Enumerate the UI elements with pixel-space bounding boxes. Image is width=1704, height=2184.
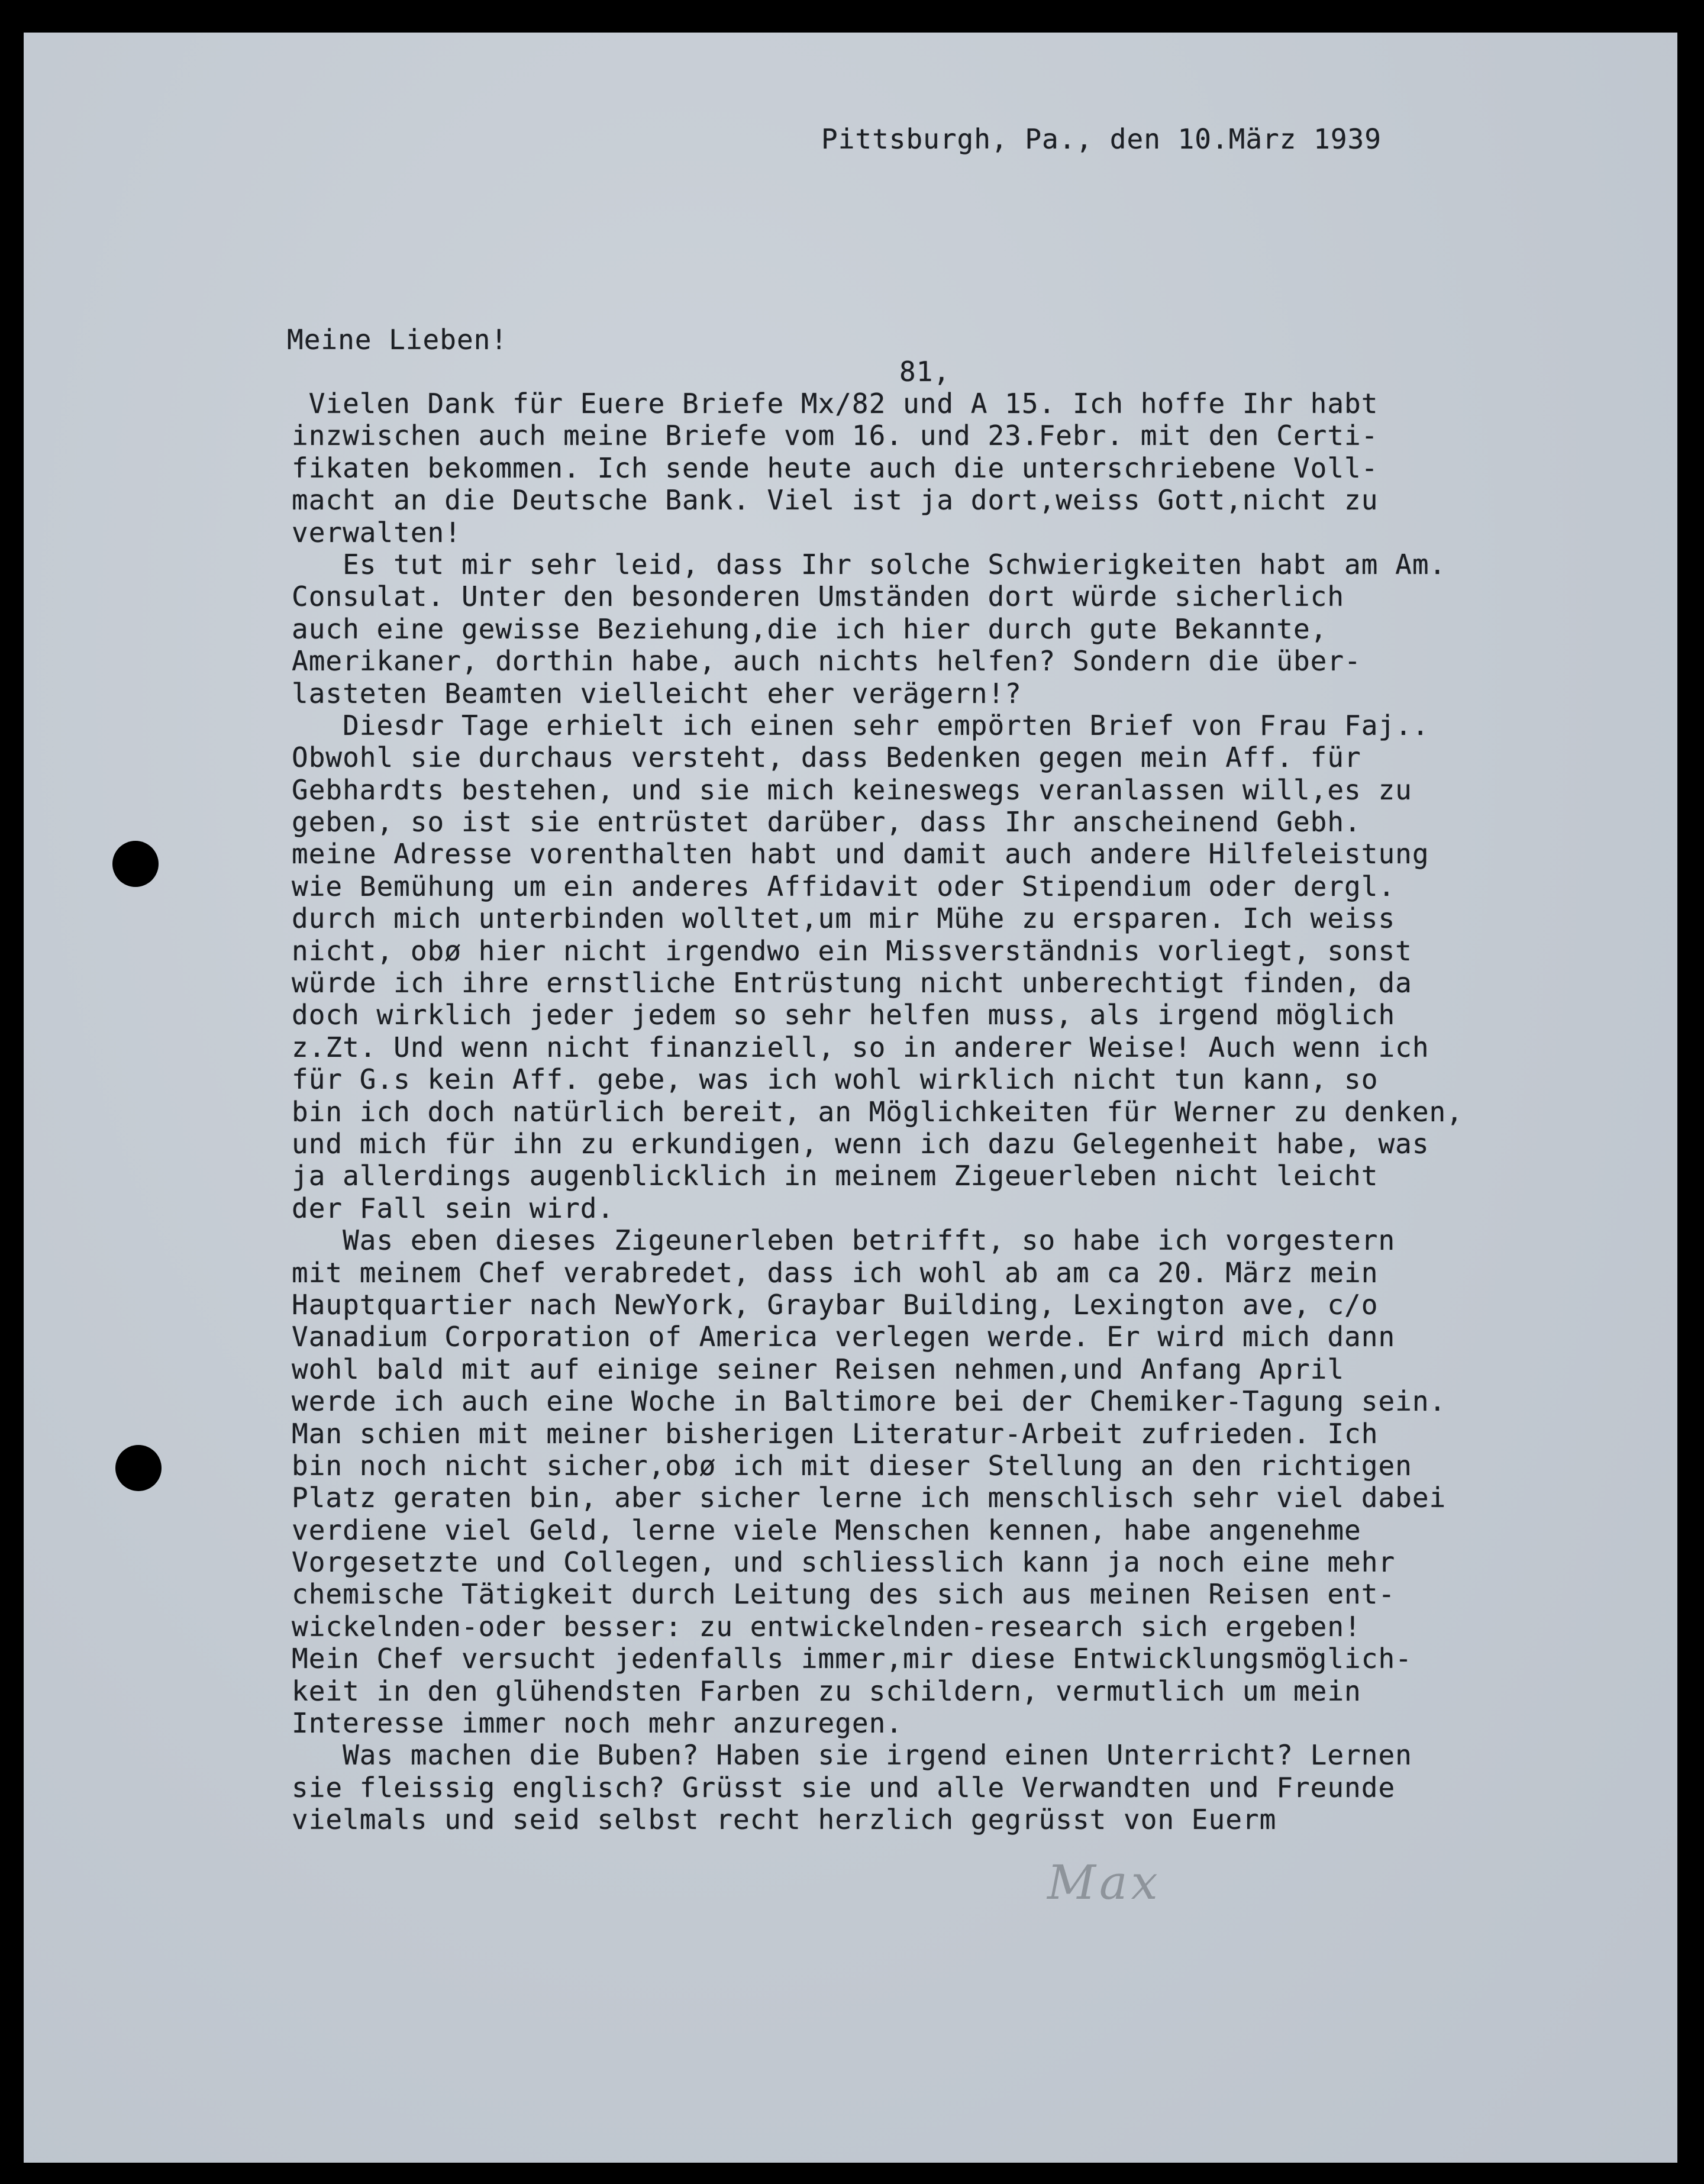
body-line: Man schien mit meiner bisherigen Literatur-Arbeit zufrieden. Ich [292,1417,1379,1450]
body-line: Platz geraten bin, aber sicher lerne ich menschlisch sehr viel dabei [292,1482,1447,1514]
body-line: würde ich ihre ernstliche Entrüstung nicht unberechtigt finden, da [292,967,1412,999]
body-line: wickelnden-oder besser: zu entwickelnden-research sich ergeben! [292,1610,1361,1643]
body-line: verdiene viel Geld, lerne viele Menschen kennen, habe angenehme [292,1514,1361,1546]
body-line: und mich für ihn zu erkundigen, wenn ich dazu Gelegenheit habe, was [292,1127,1429,1160]
letter-body [292,388,1647,1836]
body-line: Was eben dieses Zigeunerleben betrifft, so habe ich vorgestern [292,1224,1396,1257]
body-line: verwalten! [292,516,462,549]
body-line: mit meinem Chef verabredet, dass ich wohl ab am ca 20. März mein [292,1256,1379,1289]
body-line: meine Adresse vorenthalten habt und damit auch andere Hilfeleistung [292,838,1429,870]
punch-hole-bottom [115,1445,162,1491]
body-line: macht an die Deutsche Bank. Viel ist ja dort,weiss Gott,nicht zu [292,484,1379,517]
body-line: Hauptquartier nach NewYork, Graybar Building, Lexington ave, c/o [292,1288,1379,1321]
body-line: keit in den glühendsten Farben zu schildern, vermutlich um mein [292,1675,1361,1707]
date-line: Pittsburgh, Pa., den 10.März 1939 [821,123,1382,155]
body-line: Consulat. Unter den besonderen Umständen dort würde sicherlich [292,580,1345,613]
body-line: werde ich auch eine Woche in Baltimore bei der Chemiker-Tagung sein. [292,1385,1447,1418]
reference-number: 81, [899,356,951,388]
body-line: geben, so ist sie entrüstet darüber, dass Ihr anscheinend Gebh. [292,806,1361,838]
body-line: z.Zt. Und wenn nicht finanziell, so in anderer Weise! Auch wenn ich [292,1031,1429,1063]
body-line: ja allerdings augenblicklich in meinem Zigeuerleben nicht leicht [292,1160,1379,1192]
body-line: bin noch nicht sicher,obø ich mit dieser Stellung an den richtigen [292,1449,1412,1482]
body-line: Gebhardts bestehen, und sie mich keineswegs veranlassen will,es zu [292,773,1412,806]
body-line: Vielen Dank für Euere Briefe Mx/82 und A 15. Ich hoffe Ihr habt [292,388,1379,420]
body-line: Diesdr Tage erhielt ich einen sehr empörten Brief von Frau Faj.. [292,709,1429,741]
body-line: sie fleissig englisch? Grüsst sie und alle Verwandten und Freunde [292,1771,1396,1804]
body-line: Vanadium Corporation of America verlegen werde. Er wird mich dann [292,1321,1396,1353]
body-line: der Fall sein wird. [292,1192,615,1224]
body-line: Es tut mir sehr leid, dass Ihr solche Schwierigkeiten habt am Am. [292,548,1447,580]
body-line: chemische Tätigkeit durch Leitung des sich aus meinen Reisen ent- [292,1578,1396,1611]
body-line: Vorgesetzte und Collegen, und schliesslich kann ja noch eine mehr [292,1546,1396,1579]
salutation: Meine Lieben! [287,324,508,356]
punch-hole-top [112,841,159,887]
body-line: wohl bald mit auf einige seiner Reisen nehmen,und Anfang April [292,1353,1345,1385]
body-line: durch mich unterbinden wolltet,um mir Mühe zu ersparen. Ich weiss [292,902,1396,935]
body-line: Obwohl sie durchaus versteht, dass Bedenken gegen mein Aff. für [292,741,1361,774]
body-line: auch eine gewisse Beziehung,die ich hier durch gute Bekannte, [292,612,1328,645]
body-line: doch wirklich jeder jedem so sehr helfen muss, als irgend möglich [292,999,1396,1031]
body-line: Mein Chef versucht jedenfalls immer,mir diese Entwicklungsmöglich- [292,1643,1412,1675]
body-line: bin ich doch natürlich bereit, an Möglichkeiten für Werner zu denken, [292,1095,1463,1128]
body-line: nicht, obø hier nicht irgendwo ein Missverständnis vorliegt, sonst [292,934,1412,967]
body-line: für G.s kein Aff. gebe, was ich wohl wirklich nicht tun kann, so [292,1063,1379,1096]
body-line: Amerikaner, dorthin habe, auch nichts helfen? Sondern die über- [292,645,1361,678]
body-line: Interesse immer noch mehr anzuregen. [292,1707,903,1740]
body-line: fikaten bekommen. Ich sende heute auch die unterschriebene Voll- [292,451,1379,484]
body-line: vielmals und seid selbst recht herzlich gegrüsst von Euerm [292,1804,1277,1836]
body-line: Was machen die Buben? Haben sie irgend einen Unterricht? Lernen [292,1739,1412,1772]
body-line: wie Bemühung um ein anderes Affidavit oder Stipendium oder dergl. [292,870,1396,902]
body-line: lasteten Beamten vielleicht eher verägern!? [292,677,1022,709]
body-line: inzwischen auch meine Briefe vom 16. und 23.Febr. mit den Certi- [292,420,1379,452]
handwritten-signature: Max [1047,1855,1161,1910]
